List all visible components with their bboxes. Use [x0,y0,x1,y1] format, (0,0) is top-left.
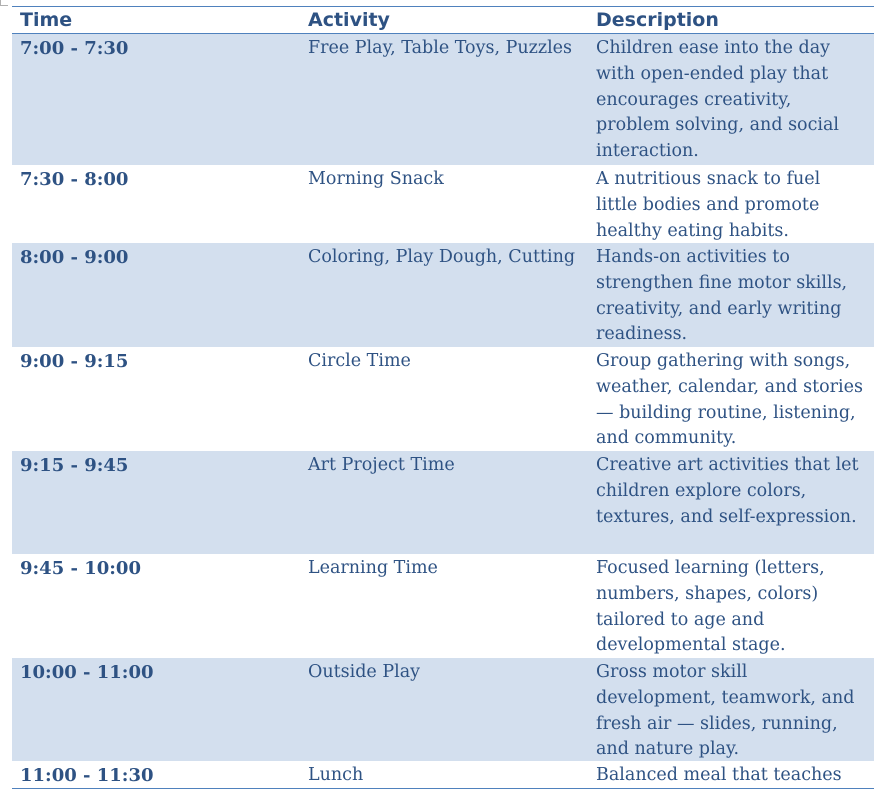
row-time: 10:00 - 11:00 [20,662,154,683]
table-bottom-rule [12,788,874,789]
table-row [12,451,874,554]
row-activity: Free Play, Table Toys, Puzzles [308,38,573,58]
row-time: 9:15 - 9:45 [20,455,129,476]
daily-schedule-table [12,6,874,789]
row-description: Hands-on activities to strengthen fine motor skills, creativity, and early writing readiness. [596,247,848,345]
row-time: 7:30 - 8:00 [20,169,129,190]
table-row [12,554,874,658]
header-description: Description [596,9,719,31]
table-header-row [12,6,874,34]
header-activity: Activity [308,9,390,31]
row-description: Creative art activities that let children explore colors, textures, and self-expression. [596,455,859,527]
row-activity: Outside Play [308,662,421,682]
row-activity: Art Project Time [308,455,455,475]
row-activity: Lunch [308,765,364,785]
row-activity: Circle Time [308,351,411,371]
row-description: Children ease into the day with open-ended play that encourages creativity, problem solving, and social interaction. [596,38,840,162]
table-row [12,243,874,347]
row-activity: Morning Snack [308,169,444,189]
row-description: Gross motor skill development, teamwork, and fresh air — slides, running, and nature play. [596,662,855,760]
row-activity: Coloring, Play Dough, Cutting [308,247,576,267]
table-row [12,34,874,165]
row-description: Balanced meal that teaches [596,765,842,785]
table-row [12,658,874,761]
row-time: 8:00 - 9:00 [20,247,129,268]
row-time: 11:00 - 11:30 [20,765,154,786]
row-time: 9:00 - 9:15 [20,351,129,372]
table-row [12,165,874,243]
row-description: Group gathering with songs, weather, calendar, and stories — building routine, listening, and community. [596,351,863,449]
row-time: 9:45 - 10:00 [20,558,141,579]
table-row [12,347,874,451]
table-row [12,761,874,788]
row-activity: Learning Time [308,558,438,578]
page-corner-mark [0,0,8,6]
header-time: Time [20,9,73,31]
row-description: A nutritious snack to fuel little bodies and promote healthy eating habits. [596,169,821,241]
row-description: Focused learning (letters, numbers, shapes, colors) tailored to age and developmental stage. [596,558,825,656]
row-time: 7:00 - 7:30 [20,38,129,59]
